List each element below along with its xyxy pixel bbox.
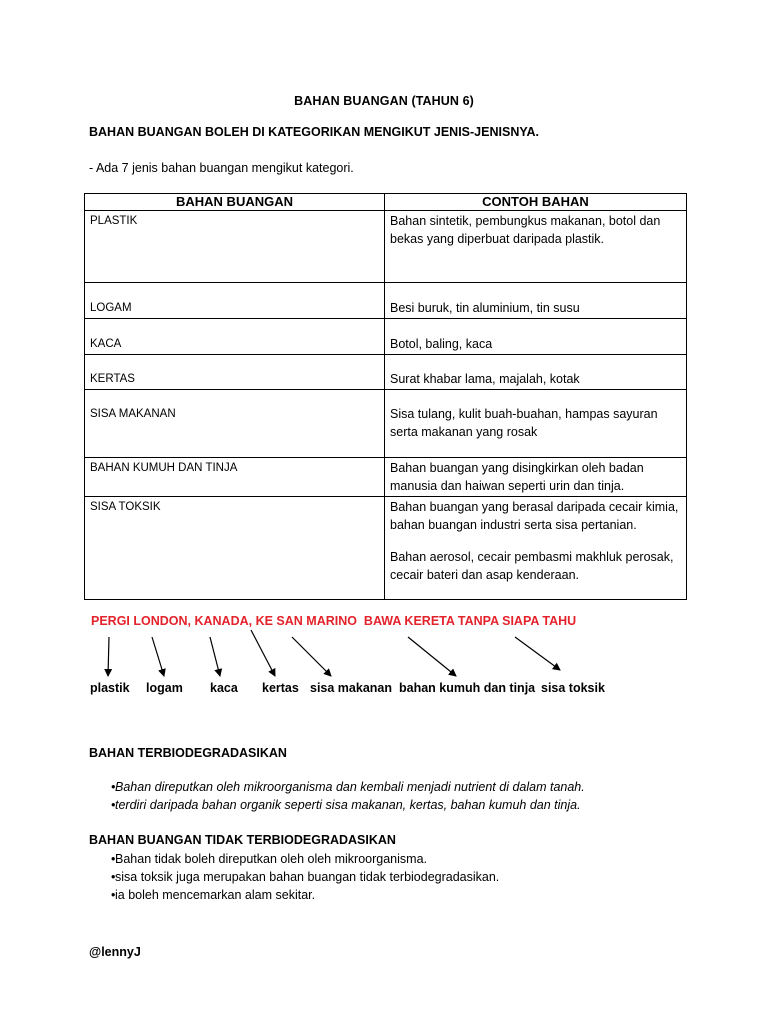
mnemonic-phrase: PERGI LONDON, KANADA, KE SAN MARINO BAWA KERETA TANPA SIAPA TAHU xyxy=(91,614,577,628)
table-header: BAHAN BUANGAN xyxy=(85,194,385,211)
table-cell-category: KERTAS xyxy=(85,355,385,390)
table-row xyxy=(85,211,687,283)
page-title: BAHAN BUANGAN (TAHUN 6) xyxy=(294,94,474,108)
list-item: • terdiri daripada bahan organik seperti sisa makanan, kertas, bahan kumuh dan tinja. xyxy=(89,796,585,814)
table-header-row xyxy=(85,194,687,211)
mnemonic-label: kaca xyxy=(210,681,238,695)
arrow-icon xyxy=(515,637,560,670)
mnemonic-label: kertas xyxy=(262,681,299,695)
table-cell-example: Surat khabar lama, majalah, kotak xyxy=(385,355,687,390)
mnemonic-label: sisa makanan xyxy=(310,681,392,695)
table-row xyxy=(85,283,687,319)
mnemonic-label: logam xyxy=(146,681,183,695)
arrow-icon xyxy=(152,637,164,676)
table-row xyxy=(85,390,687,458)
table-cell-example: Botol, baling, kaca xyxy=(385,319,687,355)
arrow-icon xyxy=(108,637,109,676)
table-cell-example: Bahan buangan yang disingkirkan oleh badan manusia dan haiwan seperti urin dan tinja. xyxy=(385,458,687,497)
table-cell-example: Sisa tulang, kulit buah-buahan, hampas sayuran serta makanan yang rosak xyxy=(385,390,687,458)
biodegradable-list xyxy=(89,778,585,814)
arrow-icon xyxy=(408,637,456,676)
table-cell-example: Besi buruk, tin aluminium, tin susu xyxy=(385,283,687,319)
table-cell-category: SISA TOKSIK xyxy=(85,497,385,600)
list-item: • Bahan tidak boleh direputkan oleh oleh mikroorganisma. xyxy=(89,850,499,868)
section-heading: BAHAN BUANGAN TIDAK TERBIODEGRADASIKAN xyxy=(89,833,396,847)
table-cell-example xyxy=(385,497,687,600)
mnemonic-label: sisa toksik xyxy=(541,681,605,695)
table-row xyxy=(85,319,687,355)
signature: @lennyJ xyxy=(89,945,141,959)
intro-note: - Ada 7 jenis bahan buangan mengikut kategori. xyxy=(89,161,354,175)
list-item: • sisa toksik juga merupakan bahan buangan tidak terbiodegradasikan. xyxy=(89,868,499,886)
table-cell-category: SISA MAKANAN xyxy=(85,390,385,458)
non-biodegradable-list xyxy=(89,850,499,904)
list-item: • ia boleh mencemarkan alam sekitar. xyxy=(89,886,499,904)
section-heading: BAHAN TERBIODEGRADASIKAN xyxy=(89,746,287,760)
table-cell-category: LOGAM xyxy=(85,283,385,319)
table-cell-category: PLASTIK xyxy=(85,211,385,283)
table-cell-category: BAHAN KUMUH DAN TINJA xyxy=(85,458,385,497)
table-cell-category: KACA xyxy=(85,319,385,355)
table-header: CONTOH BAHAN xyxy=(385,194,687,211)
arrow-icon xyxy=(292,637,331,676)
example-text: Bahan aerosol, cecair pembasmi makhluk perosak, cecair bateri dan asap kenderaan. xyxy=(390,550,674,582)
arrow-icon xyxy=(251,630,275,676)
table-row xyxy=(85,458,687,497)
example-text: Bahan buangan yang berasal daripada cecair kimia, bahan buangan industri serta sisa pertanian. xyxy=(390,500,679,532)
table-row xyxy=(85,497,687,600)
list-item: • Bahan direputkan oleh mikroorganisma dan kembali menjadi nutrient di dalam tanah. xyxy=(89,778,585,796)
intro-heading: BAHAN BUANGAN BOLEH DI KATEGORIKAN MENGIKUT JENIS-JENISNYA. xyxy=(89,125,540,139)
arrow-icon xyxy=(210,637,220,676)
table-cell-example: Bahan sintetik, pembungkus makanan, botol dan bekas yang diperbuat daripada plastik. xyxy=(385,211,687,283)
mnemonic-label: bahan kumuh dan tinja xyxy=(399,681,536,695)
table-row xyxy=(85,355,687,390)
waste-table xyxy=(84,193,687,600)
mnemonic-label: plastik xyxy=(90,681,130,695)
